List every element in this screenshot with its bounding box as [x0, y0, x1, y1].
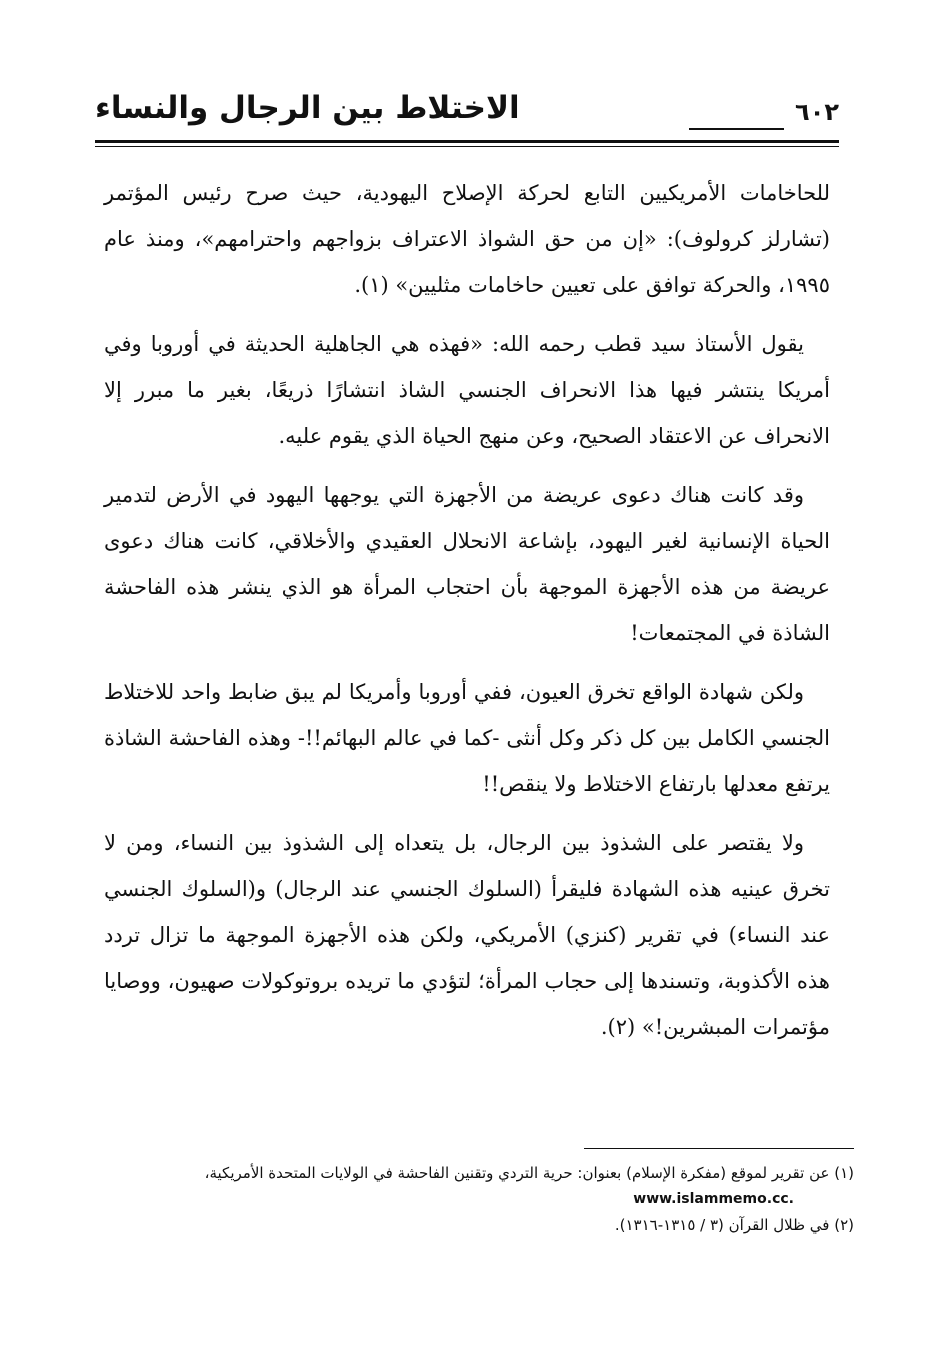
page-number-underline [689, 128, 784, 130]
header-rule-thick [95, 140, 839, 143]
paragraph-4: ولكن شهادة الواقع تخرق العيون، ففي أوروبا وأمريكا لم يبق ضابط واحد للاختلاط الجنسي الكامل بين كل ذكر وكل أنثى -كما في عالم البهائم!!- وهذه الفاحشة الشاذة يرتفع معدلها بارتفاع الاختلاط ولا ينقص!! [104, 680, 830, 796]
footnote-2: (٢) في ظلال القرآن (٣ / ١٣١٥-١٣١٦). [614, 1216, 854, 1234]
page-number: ٦٠٢ [795, 98, 839, 126]
paragraph-5: ولا يقتصر على الشذوذ بين الرجال، بل يتعداه إلى الشذوذ بين النساء، ومن لا تخرق عينيه هذه الشهادة فليقرأ (السلوك الجنسي عند الرجال) و(السلوك الجنسي عند النساء) في تقرير (كنزي) الأمريكي، ولكن هذه الأجهزة الموجهة ما تزال تردد هذه الأكذوبة، وتسندها إلى حجاب المرأة؛ لتؤدي ما تريده بروتوكولات صهيون، ووصايا مؤتمرات المبشرين!» (٢). [104, 831, 830, 1039]
main-text [104, 170, 830, 1063]
footnote-1 [140, 1160, 854, 1212]
running-title: الاختلاط بين الرجال والنساء [95, 90, 520, 126]
footnote-1-url: www.islammemo.cc. [633, 1191, 794, 1207]
page-header [95, 78, 839, 150]
paragraph-3: وقد كانت هناك دعوى عريضة من الأجهزة التي يوجهها اليهود في الأرض لتدمير الحياة الإنسانية لغير اليهود، بإشاعة الانحلال العقيدي والأخلاقي، كانت هناك دعوى عريضة من هذه الأجهزة الموجهة بأن احتجاب المرأة هو الذي ينشر هذه الفاحشة الشاذة في المجتمعات! [104, 483, 830, 645]
header-rule-thin [95, 146, 839, 147]
footnotes [140, 1160, 854, 1238]
footnote-1-text: (١) عن تقرير لموقع (مفكرة الإسلام) بعنوان: حرية التردي وتقنين الفاحشة في الولايات المتحدة الأمريكية، [204, 1164, 854, 1182]
paragraph-1: للحاخامات الأمريكيين التابع لحركة الإصلاح اليهودية، حيث صرح رئيس المؤتمر (تشارلز كرولوف): «إن من حق الشواذ الاعتراف بزواجهم واحترامهم»، ومنذ عام ١٩٩٥، والحركة توافق على تعيين حاخامات مثليين» (١). [104, 181, 830, 297]
paragraph-2: يقول الأستاذ سيد قطب رحمه الله: «فهذه هي الجاهلية الحديثة في أوروبا وفي أمريكا ينتشر فيها هذا الانحراف الجنسي الشاذ انتشارًا ذريعًا، بغير ما مبرر إلا الانحراف عن الاعتقاد الصحيح، وعن منهج الحياة الذي يقوم عليه. [104, 332, 830, 448]
footnote-separator [584, 1148, 854, 1149]
